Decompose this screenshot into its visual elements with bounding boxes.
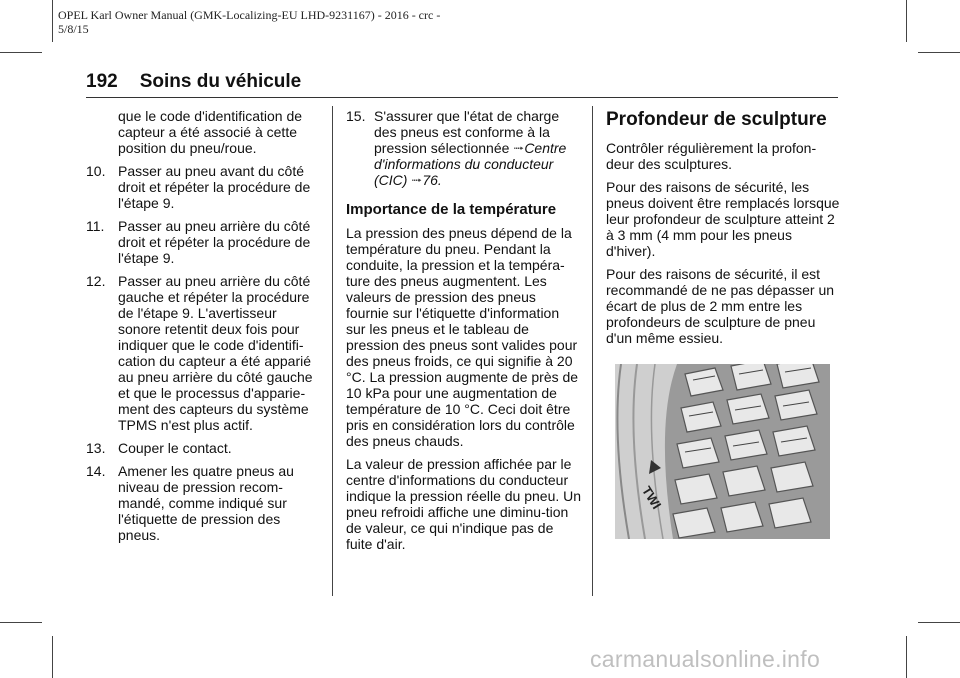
step-text: Amener les quatre pneus au niveau de pression recom-mandé, comme indiqué sur l'étiquette de pression des pneus. (118, 463, 294, 543)
step-text: Passer au pneu arrière du côté droit et répéter la procédure de l'étape 9. (118, 218, 311, 266)
column-left (86, 108, 322, 550)
cross-reference-link[interactable]: Centre d'informations du conducteur (CIC) (374, 140, 567, 188)
step-number: 13. (86, 440, 106, 456)
list-item (86, 163, 322, 211)
step-number: 12. (86, 273, 106, 289)
step-number: 11. (86, 218, 105, 234)
step-text: Passer au pneu avant du côté droit et répéter la procédure de l'étape 9. (118, 163, 311, 211)
paragraph: Pour des raisons de sécurité, les pneus doivent être remplacés lorsque leur profondeur de sculpture atteint 2 à 3 mm (4 mm pour les pneus d'hiver). (606, 179, 840, 259)
list-item (346, 108, 582, 188)
crop-mark (52, 636, 53, 678)
step-text: Couper le contact. (118, 440, 232, 456)
step-number: 15. (346, 108, 366, 124)
column-divider (592, 106, 593, 596)
step-number: 10. (86, 163, 106, 179)
punctuation: . (437, 172, 442, 188)
section-heading: Profondeur de sculpture (606, 109, 827, 130)
step-continuation: que le code d'identification de capteur a été associé à cette position du pneu/roue. (118, 108, 303, 156)
paragraph: Pour des raisons de sécurité, il est recommandé de ne pas dépasser un écart de plus de 2 mm entre les profondeurs de sculpture de pneu d'un même essieu. (606, 266, 835, 346)
header-rule (86, 97, 838, 98)
print-metadata-date: 5/8/15 (58, 22, 89, 36)
tire-tread-drawing (615, 364, 830, 539)
watermark: carmanualsonline.info (590, 646, 821, 672)
paragraph: La pression des pneus dépend de la température du pneu. Pendant la conduite, la pression et la tempéra-ture des pneus augmentent. Les valeurs de pression des pneus fournie sur l'étiquette d'information sur les pneus et le tableau de pression des pneus sont valides pour des pneus froids, ce qui signifie à 20 °C. La pression augmente de près de 10 kPa pour une augmentation de température de 10 °C. Ceci doit être pris en considération lors du contrôle des pneus chauds. (346, 225, 579, 449)
tire-tread-illustration (615, 364, 830, 539)
page-number: 192 (86, 71, 118, 92)
paragraph: La valeur de pression affichée par le centre d'informations du conducteur indique la pression réelle du pneu. Un pneu refroidi affiche une diminu-tion de valeur, ce qui n'indique pas de fuite d'air. (346, 456, 582, 552)
print-metadata-line: OPEL Karl Owner Manual (GMK-Localizing-EU LHD-9231167) - 2016 - crc - (58, 8, 441, 22)
cross-reference-icon: ⭬ (411, 172, 423, 188)
column-middle (346, 108, 582, 559)
running-head (86, 71, 301, 93)
crop-mark (918, 52, 960, 53)
crop-mark (0, 52, 42, 53)
column-divider (332, 106, 333, 596)
list-item (86, 440, 322, 456)
column-right (606, 108, 840, 353)
crop-mark (0, 622, 42, 623)
paragraph: Contrôler régulièrement la profon-deur des sculptures. (606, 140, 817, 172)
section-heading: Importance de la température (346, 201, 557, 218)
step-text: Passer au pneu arrière du côté gauche et répéter la procédure de l'étape 9. L'avertisseur sonore retentit deux fois pour indiquer que le code d'identifi-cation du capteur a été apparié au pneu arrière du côté gauche et que le processus d'apparie-ment des capteurs du système TPMS n'est plus actif. (118, 273, 313, 433)
crop-mark (906, 0, 907, 42)
twi-marking: TWI (638, 483, 665, 512)
crop-mark (918, 622, 960, 623)
step-text: S'assurer que l'état de charge des pneus est conforme à la pression sélectionnée (374, 108, 560, 156)
list-item (86, 218, 322, 266)
cross-reference-icon: ⭬ (513, 140, 525, 156)
print-metadata (58, 8, 440, 36)
list-item (86, 273, 322, 433)
list-item (86, 463, 322, 543)
cross-reference-page[interactable]: 76 (422, 172, 438, 188)
crop-mark (52, 0, 53, 42)
step-number: 14. (86, 463, 106, 479)
chapter-title: Soins du véhicule (139, 71, 302, 92)
crop-mark (906, 636, 907, 678)
